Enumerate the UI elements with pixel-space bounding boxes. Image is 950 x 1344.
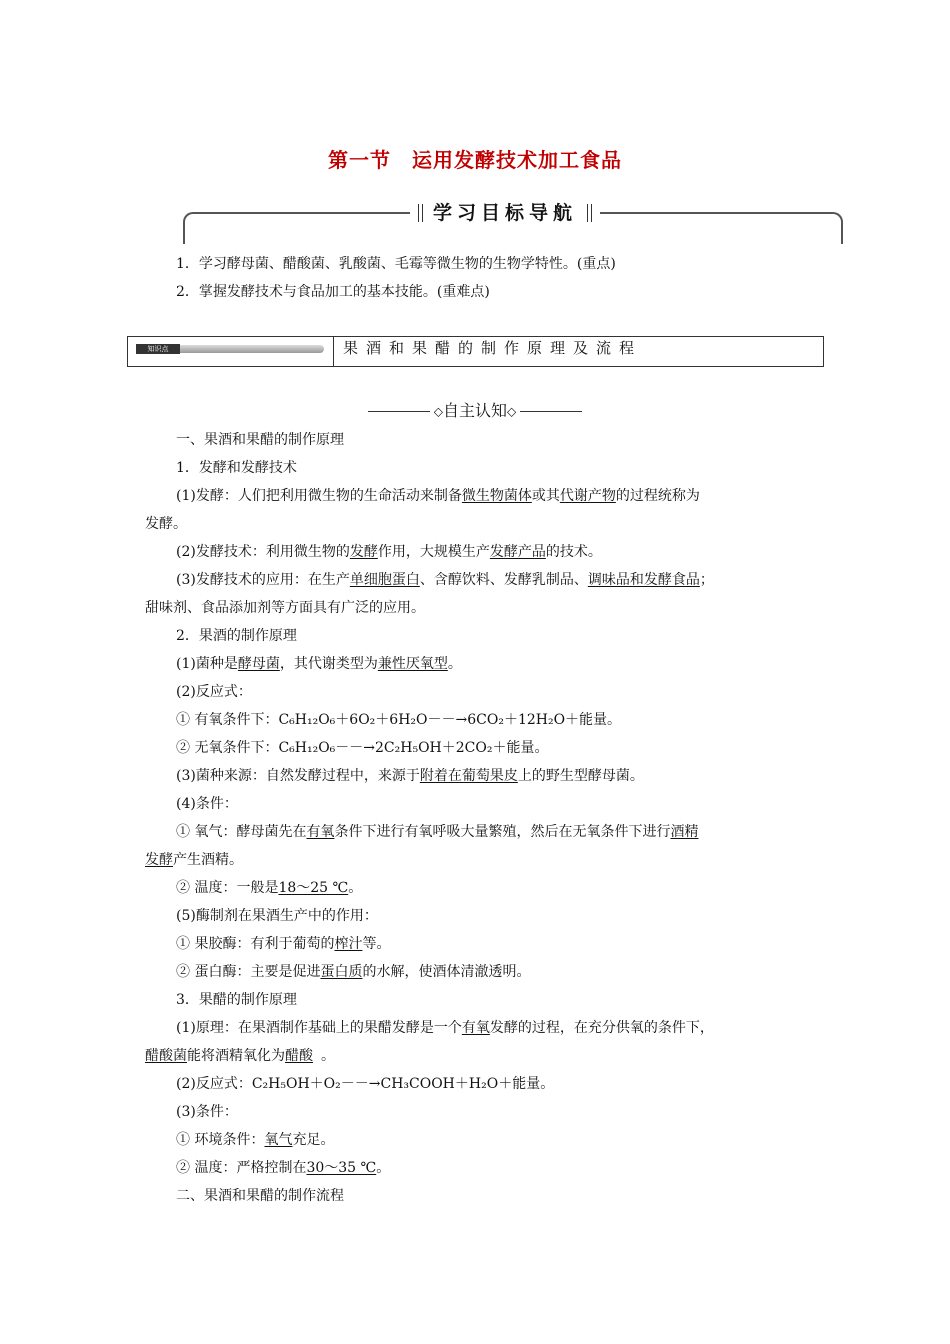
paragraph-line: ① 环境条件：氧气充足。 [176, 1132, 335, 1148]
paragraph-line: (4)条件： [176, 796, 238, 812]
paragraph-line: (3)发酵技术的应用：在生产单细胞蛋白、含醇饮料、发酵乳制品、调味品和发酵食品； [176, 572, 714, 588]
paragraph-line: (2)发酵技术：利用微生物的发酵作用，大规模生产发酵产品的技术。 [176, 544, 602, 560]
answer-blank: 有氧 [306, 824, 335, 840]
answer-blank: 发酵 [145, 852, 173, 868]
objective-item: 1．学习酵母菌、醋酸菌、乳酸菌、毛霉等微生物的生物学特性。(重点) [176, 256, 616, 272]
divider [520, 411, 582, 412]
heading-1: 一、果酒和果醋的制作原理 [176, 432, 344, 448]
answer-blank: 调味品和发酵食品 [587, 572, 700, 588]
answer-blank: 醋酸 [285, 1048, 313, 1064]
answer-blank: 蛋白质 [320, 964, 363, 980]
divider [368, 411, 430, 412]
knowledge-point-badge: 知识点 [136, 344, 180, 354]
paragraph-line: (2)反应式： [176, 684, 252, 700]
answer-blank: 氧气 [264, 1132, 293, 1148]
section-heading-text: 自主认知 [442, 401, 507, 420]
subheading: 1．发酵和发酵技术 [176, 460, 297, 476]
paragraph-line: ① 氧气：酵母菌先在有氧条件下进行有氧呼吸大量繁殖，然后在无氧条件下进行酒精 [176, 824, 699, 840]
paragraph-line: 甜味剂、食品添加剂等方面具有广泛的应用。 [145, 600, 425, 616]
diamond-icon: ◇ [433, 404, 443, 419]
answer-blank: 榨汁 [334, 936, 363, 952]
answer-blank: 代谢产物 [559, 488, 616, 504]
answer-blank: 醋酸菌 [145, 1048, 187, 1064]
paragraph-line: (1)原理：在果酒制作基础上的果醋发酵是一个有氧发酵的过程，在充分供氧的条件下， [176, 1020, 714, 1036]
paragraph-line: 发酵。 [145, 516, 187, 532]
answer-blank: 18～25 ℃ [278, 880, 349, 896]
answer-blank: 发酵产品 [489, 544, 546, 560]
paragraph-line: ② 蛋白酶：主要是促进蛋白质的水解，使酒体清澈透明。 [176, 964, 531, 980]
equation-line: ① 有氧条件下：C₆H₁₂O₆＋6O₂＋6H₂O－－→6CO₂＋12H₂O＋能量。 [176, 712, 622, 728]
paragraph-line: (3)菌种来源：自然发酵过程中，来源于附着在葡萄果皮上的野生型酵母菌。 [176, 768, 644, 784]
heading-2: 二、果酒和果醋的制作流程 [176, 1188, 344, 1204]
answer-blank: 酵母菌 [237, 656, 280, 672]
answer-blank: 酒精 [670, 824, 699, 840]
equation-line: ② 无氧条件下：C₆H₁₂O₆－－→2C₂H₅OH＋2CO₂＋能量。 [176, 740, 549, 756]
subheading: 3．果醋的制作原理 [176, 992, 297, 1008]
answer-blank: 有氧 [461, 1020, 490, 1036]
answer-blank: 发酵 [349, 544, 378, 560]
paragraph-line: (1)菌种是酵母菌，其代谢类型为兼性厌氧型。 [176, 656, 462, 672]
answer-blank: 兼性厌氧型 [377, 656, 448, 672]
paragraph-line: (3)条件： [176, 1104, 238, 1120]
section-heading [0, 398, 950, 421]
paragraph-line: 发酵产生酒精。 [145, 852, 243, 868]
paragraph-line: (1)发酵：人们把利用微生物的生命活动来制备微生物菌体或其代谢产物的过程统称为 [176, 488, 700, 504]
equation-line: (2)反应式：C₂H₅OH＋O₂－－→CH₃COOH＋H₂O＋能量。 [176, 1076, 555, 1092]
knowledge-point-box [127, 336, 824, 367]
knowledge-point-bar [180, 345, 324, 353]
divider [333, 337, 334, 366]
diamond-icon: ◇ [507, 404, 517, 419]
answer-blank: 微生物菌体 [461, 488, 532, 504]
answer-blank: 单细胞蛋白 [349, 572, 420, 588]
objectives-heading: 学习目标导航 [410, 199, 600, 227]
page-title: 第一节 运用发酵技术加工食品 [328, 148, 622, 172]
paragraph-line: ② 温度：一般是18～25 ℃。 [176, 880, 363, 896]
answer-blank: 30～35 ℃ [306, 1160, 377, 1176]
knowledge-point-title: 果酒和果醋的制作原理及流程 [343, 339, 643, 357]
subheading: 2．果酒的制作原理 [176, 628, 297, 644]
paragraph-line: ② 温度：严格控制在30～35 ℃。 [176, 1160, 391, 1176]
paragraph-line: ① 果胶酶：有利于葡萄的榨汁等。 [176, 936, 391, 952]
paragraph-line: 醋酸菌能将酒精氧化为醋酸 。 [145, 1048, 335, 1064]
paragraph-line: (5)酶制剂在果酒生产中的作用： [176, 908, 378, 924]
objective-item: 2．掌握发酵技术与食品加工的基本技能。(重难点) [176, 284, 490, 300]
answer-blank: 附着在葡萄果皮 [419, 768, 518, 784]
